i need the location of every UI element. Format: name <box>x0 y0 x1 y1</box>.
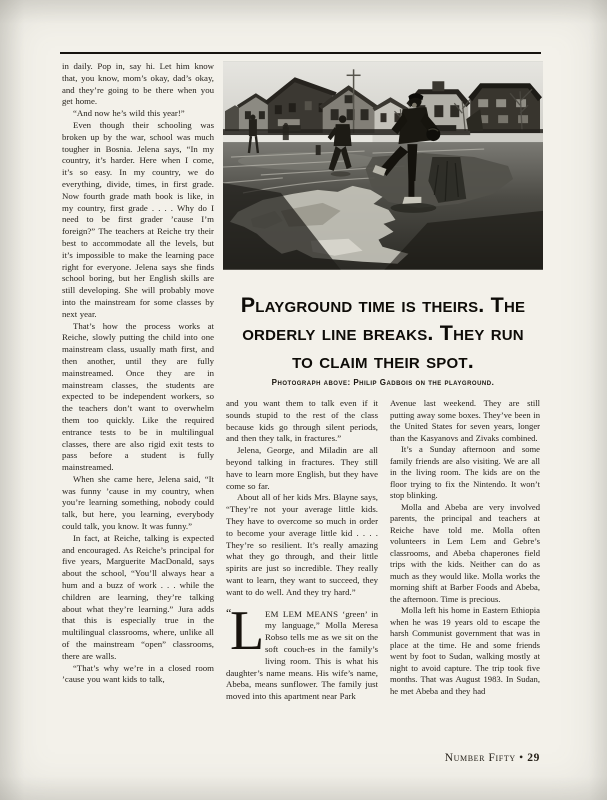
drop-cap-paragraph <box>226 599 378 703</box>
paragraph: That’s how the process works at Reiche, slowly putting the child into one mainstream class, usually math first, and then another, until they are fully mainstreamed. Once they are in mainstream classes, the students are expected to be independent workers, so the teachers don’t want to overwhelm them too quickly. Like the required entrance tests to be in multilingual classes, there are also rigid exit tests to pass before a student is fully mainstreamed. <box>62 320 214 473</box>
column-middle <box>226 398 378 740</box>
paragraph: Avenue last weekend. They are still putting away some boxes. They’ve been in the United States for seven years, longer than the Kasyanovs and Zivaks combined. <box>390 398 540 443</box>
headline-line: to claim their spot. <box>292 349 474 373</box>
paragraph-text: ‘green’ in my language,” Molla Meresa Robso tells me as we sit on the soft couch-es in the family’s living room. This is what his daughter’s name means. His wife’s name, Abeba, means sunflower. The family just moved into this apartment near Park <box>226 608 378 702</box>
open-quote: “ <box>226 605 232 620</box>
headline-line: Playground time is theirs. The <box>240 293 526 317</box>
paragraph: Even though their schooling was broken up by the war, school was much tougher in Bosnia. Jelena says, “In my country, it’s harder. Here when I come, it’s so easy. In my country, we do everything, divide, times, in first grade. Now fourth grade math book is like, in my country, first grade . . . . Why do I need to be first grader ’cause I’m foreign?” The teachers at Reiche try their best to accommodate all the levels, but it’s impossible to make the learning pace right for everyone. Jelena says she finds school boring, but her English skills are still developing. She will probably move into the mainstream for some classes by next year. <box>62 119 214 319</box>
page-number: 29 <box>527 752 540 764</box>
column-left <box>62 61 214 729</box>
lead-in-caps: EM LEM MEANS <box>265 608 339 619</box>
paragraph: It’s a Sunday afternoon and some family friends are also visiting. We are all in the living room. The kids are on the floor trying to fix the Nintendo. It won’t stop blinking. <box>390 444 540 500</box>
paragraph: Jelena, George, and Miladin are all beyond talking in fractures. They still have to learn more English, but they have come so far. <box>226 445 378 491</box>
pull-quote-headline <box>213 291 553 375</box>
paragraph: Molla left his home in Eastern Ethiopia when he was 19 years old to escape the harsh Communist government that was in place at the time. He and some friends went by foot to Sudan, walking mostly at night to avoid capture. The trip took five months. That was August 1983. In Sudan, he met Abeba and they had <box>390 605 540 696</box>
paragraph: “That’s why we’re in a closed room ’cause you want kids to talk, <box>62 662 214 685</box>
column-right <box>390 398 540 754</box>
paragraph: When she came here, Jelena said, “It was funny ’cause in my country, when you’re learning something, nobody could talk, but here, you learning, everybody could talk, you know. It was funny.” <box>62 473 214 532</box>
issue-label: Number Fifty • <box>444 752 524 764</box>
paragraph: In fact, at Reiche, talking is expected and encouraged. As Reiche’s principal for five years, Marguerite MacDonald, says about the school, “You’ll always hear a hum and a buzz of work . . . while the children are learning, they’re talking about what they’re learning.” Jura adds that this is especially true in the multilingual classrooms, where, unlike all of the mainstream “open” classrooms, there are walls. <box>62 532 214 661</box>
paragraph: “And now he’s wild this year!” <box>73 108 185 119</box>
page-folio <box>370 752 540 764</box>
photo-caption: Photograph above: Philip Gadbois on the playground. <box>271 378 495 387</box>
top-rule <box>60 52 541 54</box>
paragraph: in daily. Pop in, say hi. Let him know that, you know, mom’s okay, dad’s okay, and they’re going to be there when you get home. <box>62 61 214 107</box>
paragraph: About all of her kids Mrs. Blayne says, “They’re not your average little kids. They have to overcome so much in order to become your average little kid . . . . They’re so resilient. It’s really amazing what they go through, and their little spirits are just so incredible. They really want to learn, they want to succeed, they want to do well. And they try hard.” <box>226 492 378 597</box>
playground-photo <box>223 61 543 270</box>
drop-cap-box <box>226 599 265 662</box>
headline-line: orderly line breaks. They run <box>242 321 524 345</box>
playground-photo-art <box>223 61 543 270</box>
paragraph: Molla and Abeba are very involved parents, the principal and teachers at Reiche have told me. Molla often volunteers in Lem Lem and Gebre’s classrooms, and Abeba chaperones field trips with the kids. Neither can do as much as they would like. Molla works the morning shift at Barber Foods and Abeba, the afternoon. Time is precious. <box>390 501 540 604</box>
drop-cap-letter: L <box>230 599 265 662</box>
paragraph: and you want them to talk even if it sounds stupid to the rest of the class because kids go through silent periods, and then they talk, in fractures.” <box>226 398 378 444</box>
